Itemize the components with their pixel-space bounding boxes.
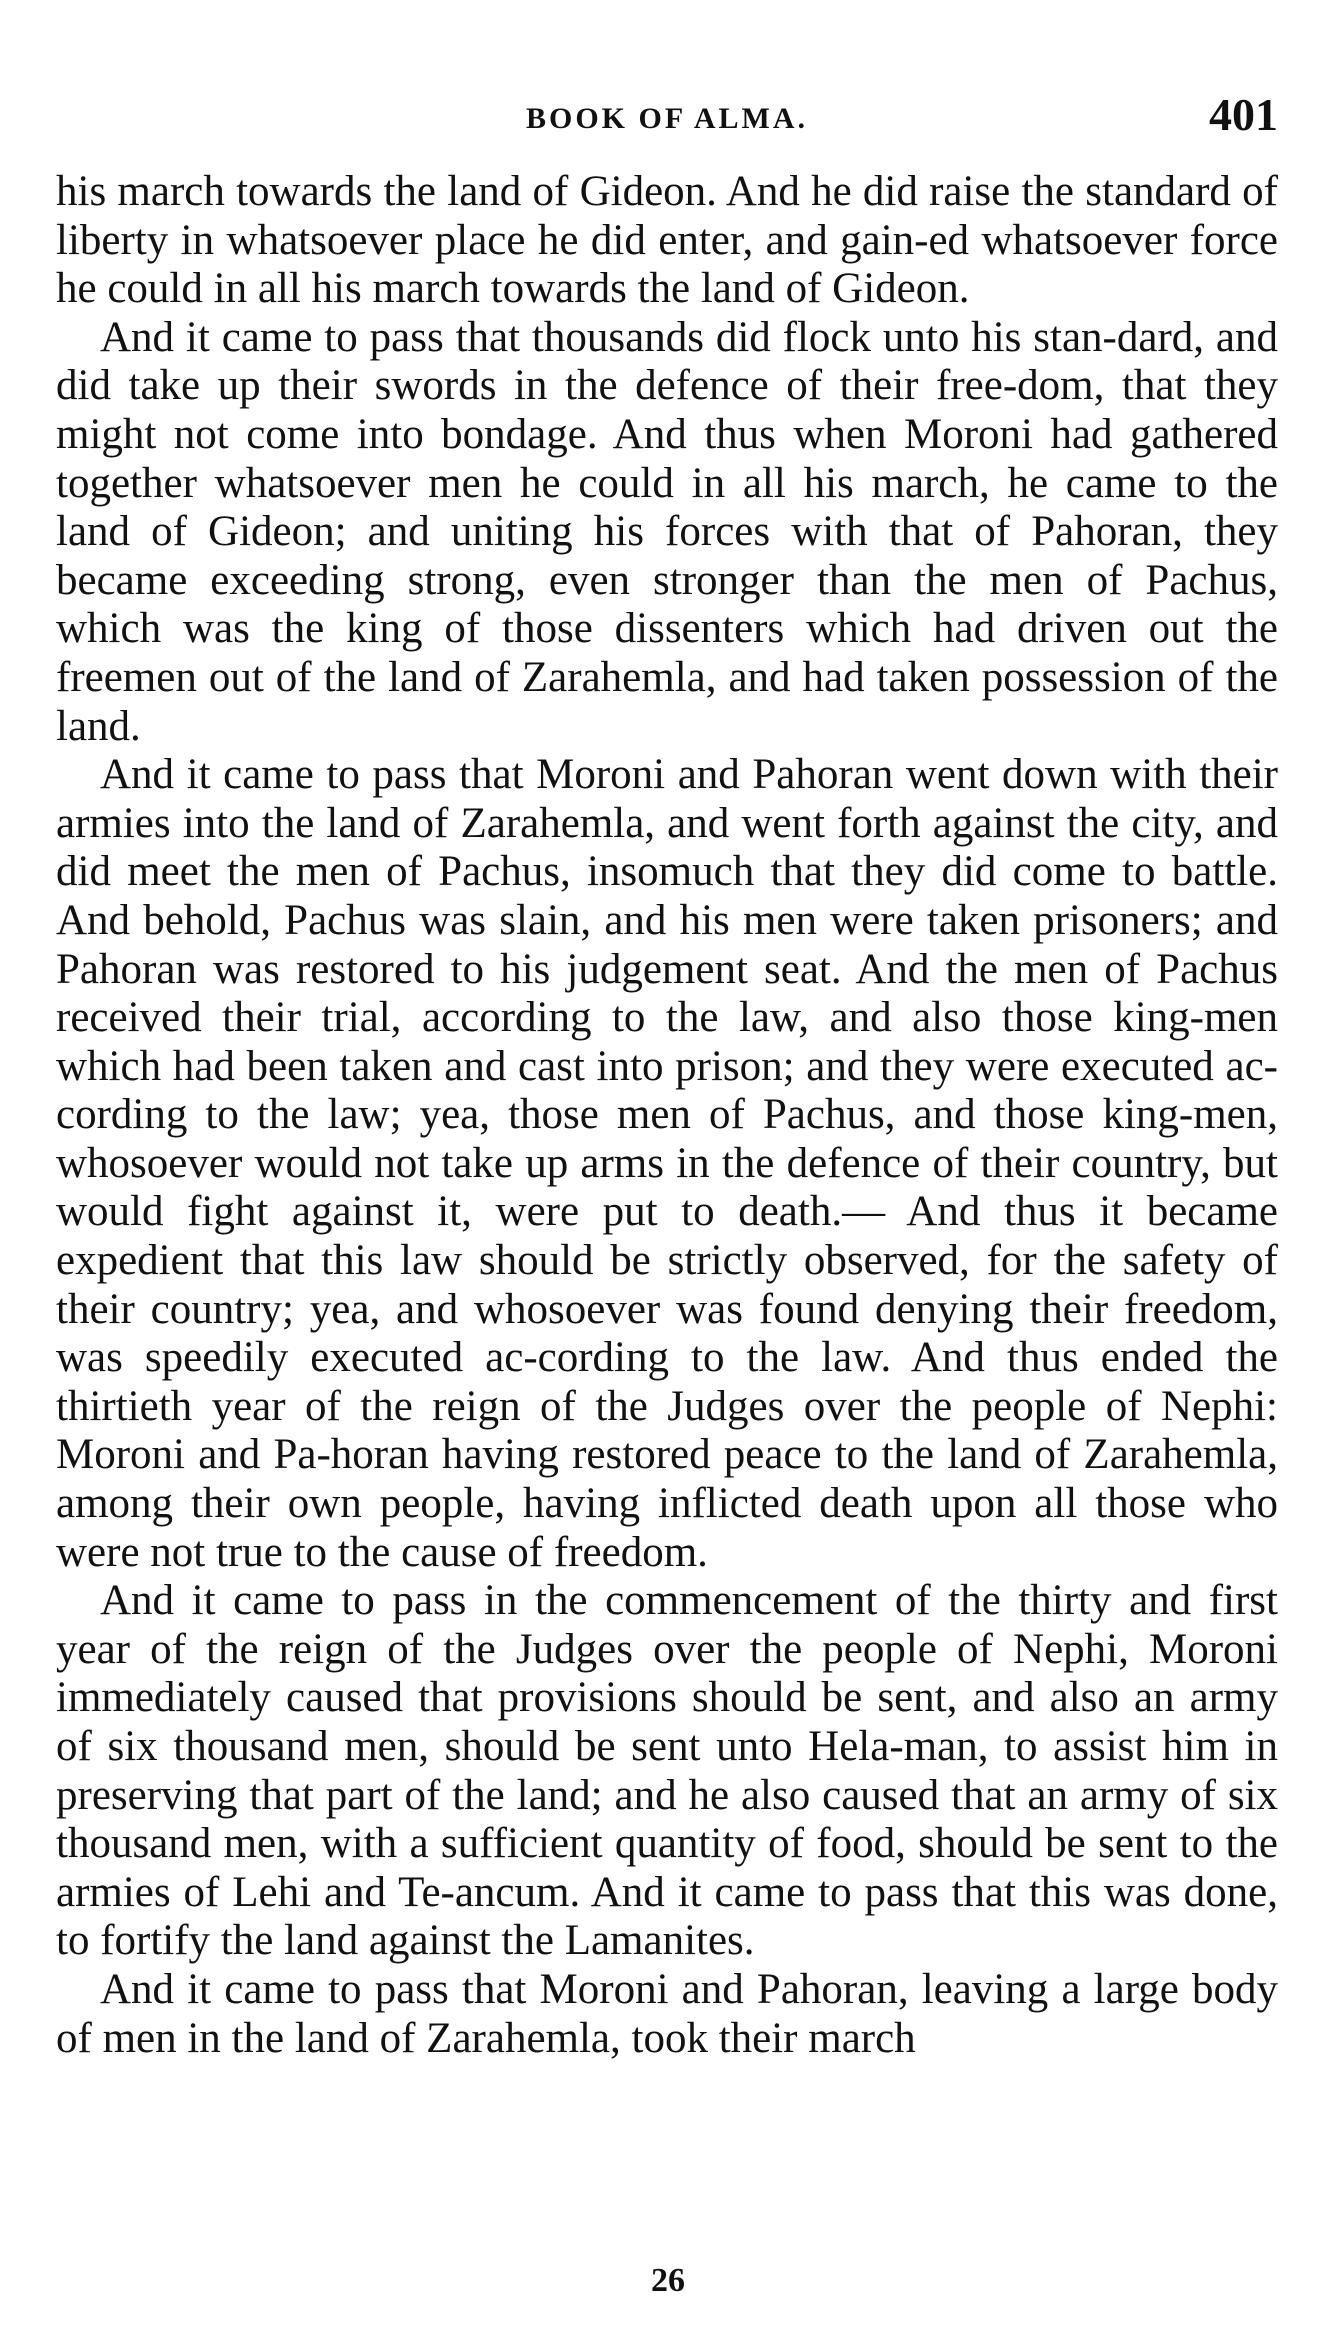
body-text — [56, 168, 1278, 2063]
paragraph-5: And it came to pass that Moroni and Pahoran, leaving a large body of men in the land of Zarahemla, took their march — [56, 1965, 1278, 2062]
paragraph-4: And it came to pass in the commencement of the thirty and first year of the reign of the Judges over the people of Nephi, Moroni immediately caused that provisions should be sent, and also an army of six thousand men, should be sent unto Hela-man, to assist him in preserving that part of the land; and he also caused that an army of six thousand men, with a sufficient quantity of food, should be sent to the armies of Lehi and Te-ancum. And it came to pass that this was done, to fortify the land against the Lamanites. — [56, 1577, 1278, 1965]
paragraph-1: his march towards the land of Gideon. And he did raise the standard of liberty in whatsoever place he did enter, and gain-ed whatsoever force he could in all his march towards the land of Gideon. — [56, 168, 1278, 313]
running-head — [56, 88, 1278, 148]
paragraph-3: And it came to pass that Moroni and Pahoran went down with their armies into the land of Zarahemla, and went forth against the city, and did meet the men of Pachus, insomuch that they did come to battle. And behold, Pachus was slain, and his men were taken prisoners; and Pahoran was restored to his judgement seat. And the men of Pachus received their trial, according to the law, and also those king-men which had been taken and cast into prison; and they were executed ac-cording to the law; yea, those men of Pachus, and those king-men, whosoever would not take up arms in the defence of their country, but would fight against it, were put to death.— And thus it became expedient that this law should be strictly observed, for the safety of their country; yea, and whosoever was found denying their freedom, was speedily executed ac-cording to the law. And thus ended the thirtieth year of the reign of the Judges over the people of Nephi: Moroni and Pa-horan having restored peace to the land of Zarahemla, among their own people, having inflicted death upon all those who were not true to the cause of freedom. — [56, 751, 1278, 1576]
paragraph-2: And it came to pass that thousands did flock unto his stan-dard, and did take up their swords in the defence of their free-dom, that they might not come into bondage. And thus when Moroni had gathered together whatsoever men he could in all his march, he came to the land of Gideon; and uniting his forces with that of Pahoran, they became exceeding strong, even stronger than the men of Pachus, which was the king of those dissenters which had driven out the freemen out of the land of Zarahemla, and had taken possession of the land. — [56, 313, 1278, 750]
book-title: BOOK OF ALMA. — [525, 102, 809, 135]
signature-mark: 26 — [651, 2262, 685, 2299]
page-number: 401 — [1209, 89, 1278, 140]
